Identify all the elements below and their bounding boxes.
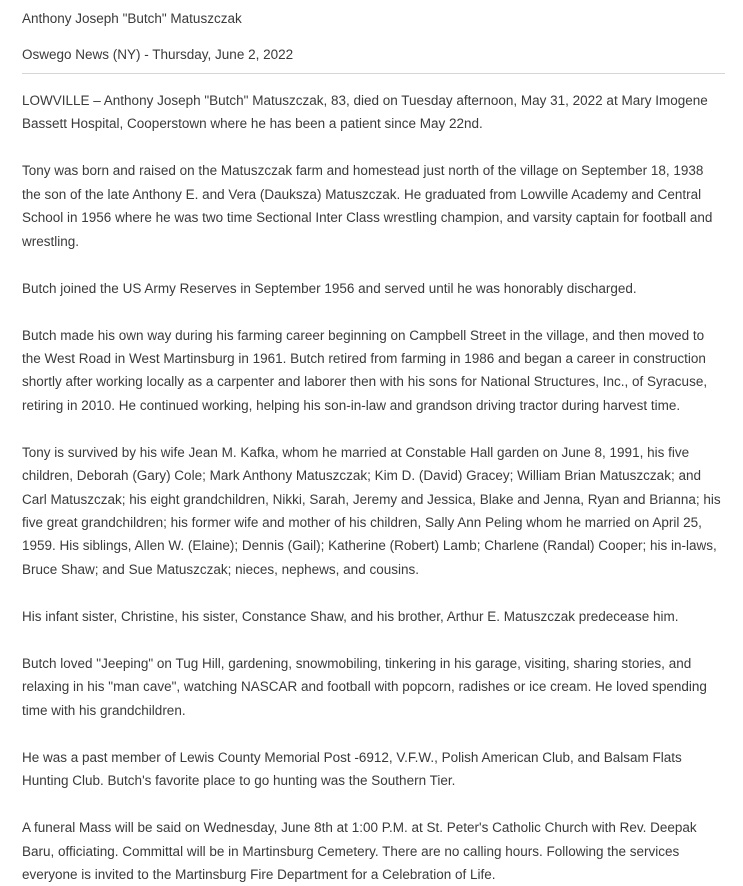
obituary-title: Anthony Joseph "Butch" Matuszczak [22, 11, 242, 26]
paragraph-early-life: Tony was born and raised on the Matuszczak farm and homestead just north of the village on September 18, 1938 the son of the late Anthony E. and Vera (Dauksza) Matuszczak. He graduated from Lowville Academy and Central School in 1956 where he was two time Sectional Inter Class wrestling champion, and varsity captain for football and wrestling. [22, 163, 713, 249]
obituary-body [22, 89, 725, 886]
paragraph-career: Butch made his own way during his farming career beginning on Campbell Street in the village, and then moved to the West Road in West Martinsburg in 1961. Butch retired from farming in 1986 and began a career in construction shortly after working locally as a carpenter and laborer then with his sons for National Structures, Inc., of Syracuse, retiring in 2010. He continued working, helping his son-in-law and grandson driving tractor during harvest time. [22, 327, 708, 413]
paragraph-memberships: He was a past member of Lewis County Memorial Post -6912, V.F.W., Polish American Club, and Balsam Flats Hunting Club. Butch's favorite place to go hunting was the Southern Tier. [22, 749, 682, 789]
paragraph-predeceased: His infant sister, Christine, his sister, Constance Shaw, and his brother, Arthur E. Matuszczak predecease him. [22, 608, 679, 624]
header-divider [22, 73, 725, 74]
paragraph-death-notice: LOWVILLE – Anthony Joseph "Butch" Matuszczak, 83, died on Tuesday afternoon, May 31, 2022 at Mary Imogene Bassett Hospital, Cooperstown where he has been a patient since May 22nd. [22, 93, 708, 132]
paragraph-hobbies: Butch loved "Jeeping" on Tug Hill, gardening, snowmobiling, tinkering in his garage, visiting, sharing stories, and relaxing in his "man cave", watching NASCAR and football with popcorn, radishes or ice cream. He loved spending time with his grandchildren. [22, 655, 707, 718]
paragraph-survivors: Tony is survived by his wife Jean M. Kafka, whom he married at Constable Hall garden on June 8, 1991, his five children, Deborah (Gary) Cole; Mark Anthony Matuszczak; Kim D. (David) Gracey; William Brian Matuszczak; and Carl Matuszczak; his eight grandchildren, Nikki, Sarah, Jeremy and Jessica, Blake and Jenna, Ryan and Brianna; his five great grandchildren; his former wife and mother of his children, Sally Ann Peling whom he married on April 25, 1959. His siblings, Allen W. (Elaine); Dennis (Gail); Katherine (Robert) Lamb; Charlene (Randal) Cooper; his in-laws, Bruce Shaw; and Sue Matuszczak; nieces, nephews, and cousins. [22, 444, 721, 577]
paragraph-services: A funeral Mass will be said on Wednesday, June 8th at 1:00 P.M. at St. Peter's Catholic Church with Rev. Deepak Baru, officiating. Committal will be in Martinsburg Cemetery. There are no calling hours. Following the services everyone is invited to the Martinsburg Fire Department for a Celebration of Life. [22, 820, 697, 882]
source-line: Oswego News (NY) - Thursday, June 2, 2022 [22, 47, 294, 62]
paragraph-military: Butch joined the US Army Reserves in September 1956 and served until he was honorably discharged. [22, 280, 637, 296]
